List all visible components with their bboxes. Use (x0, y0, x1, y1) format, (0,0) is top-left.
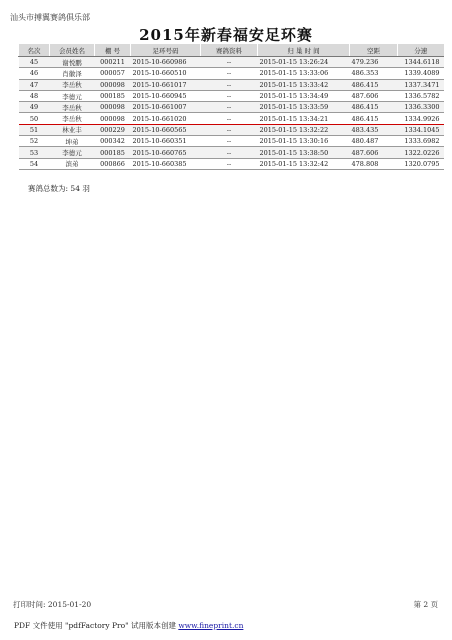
table-body (19, 57, 444, 170)
club-name: 汕头市搏翼赛鸽俱乐部 (10, 13, 90, 22)
table-header-row (19, 44, 444, 57)
cell-loft: 000185 (95, 147, 131, 158)
table-row (19, 124, 444, 135)
total-value: 54 (70, 184, 80, 193)
cell-name: 李德元 (50, 90, 95, 101)
cell-rank: 46 (19, 68, 50, 79)
cell-loft: 000342 (95, 136, 131, 147)
cell-speed: 1337.3471 (398, 79, 444, 90)
cell-distance: 487.606 (350, 147, 398, 158)
cell-ring: 2015-10-660565 (131, 124, 201, 135)
cell-info: -- (201, 136, 258, 147)
table-row (19, 136, 444, 147)
cell-speed: 1336.3300 (398, 102, 444, 113)
cell-ring: 2015-10-660765 (131, 147, 201, 158)
table-row (19, 158, 444, 169)
cell-ring: 2015-10-660351 (131, 136, 201, 147)
cell-time: 2015-01-15 13:26:24 (258, 57, 350, 68)
cell-loft: 000098 (95, 113, 131, 124)
total-count (28, 183, 90, 194)
cell-info: -- (201, 124, 258, 135)
table-row (19, 147, 444, 158)
cell-name: 李德元 (50, 147, 95, 158)
cell-rank: 54 (19, 158, 50, 169)
cell-rank: 53 (19, 147, 50, 158)
cell-info: -- (201, 90, 258, 101)
cell-name: 李岳秋 (50, 113, 95, 124)
cell-ring: 2015-10-660945 (131, 90, 201, 101)
cell-distance: 480.487 (350, 136, 398, 147)
pdf-watermark (14, 620, 243, 631)
cell-info: -- (201, 113, 258, 124)
cell-loft: 000185 (95, 90, 131, 101)
cell-speed: 1344.6118 (398, 57, 444, 68)
column-header-time: 归 巢 时 间 (258, 44, 350, 57)
column-header-name: 会员姓名 (50, 44, 95, 57)
cell-loft: 000057 (95, 68, 131, 79)
cell-speed: 1322.0226 (398, 147, 444, 158)
cell-loft: 000098 (95, 79, 131, 90)
cell-name: 谢悦鹏 (50, 57, 95, 68)
cell-info: -- (201, 158, 258, 169)
cell-distance: 483.435 (350, 124, 398, 135)
table-row (19, 113, 444, 124)
total-label: 赛鸽总数为: (28, 184, 69, 193)
cell-distance: 487.606 (350, 90, 398, 101)
cell-ring: 2015-10-661017 (131, 79, 201, 90)
cell-time: 2015-01-15 13:38:50 (258, 147, 350, 158)
column-header-loft: 棚 号 (95, 44, 131, 57)
total-unit: 羽 (82, 184, 90, 193)
table-row (19, 68, 444, 79)
cell-rank: 51 (19, 124, 50, 135)
cell-speed: 1336.5782 (398, 90, 444, 101)
cell-rank: 50 (19, 113, 50, 124)
column-header-distance: 空距 (350, 44, 398, 57)
watermark-text: PDF 文件使用 "pdfFactory Pro" 试用版本创建 (14, 621, 179, 630)
cell-info: -- (201, 102, 258, 113)
table-row (19, 90, 444, 101)
results-table (18, 44, 444, 170)
cell-rank: 52 (19, 136, 50, 147)
cell-distance: 478.808 (350, 158, 398, 169)
cell-ring: 2015-10-660385 (131, 158, 201, 169)
cell-distance: 486.415 (350, 113, 398, 124)
cell-distance: 486.353 (350, 68, 398, 79)
cell-name: 林业丰 (50, 124, 95, 135)
cell-speed: 1339.4089 (398, 68, 444, 79)
table-row (19, 102, 444, 113)
cell-speed: 1334.9926 (398, 113, 444, 124)
cell-loft: 000229 (95, 124, 131, 135)
cell-time: 2015-01-15 13:30:16 (258, 136, 350, 147)
column-header-ring: 足环号码 (131, 44, 201, 57)
cell-rank: 47 (19, 79, 50, 90)
cell-ring: 2015-10-661007 (131, 102, 201, 113)
cell-name: 李岳秋 (50, 79, 95, 90)
cell-distance: 486.415 (350, 79, 398, 90)
cell-info: -- (201, 79, 258, 90)
column-header-rank: 名次 (19, 44, 50, 57)
table-row (19, 57, 444, 68)
cell-distance: 479.236 (350, 57, 398, 68)
cell-rank: 45 (19, 57, 50, 68)
cell-ring: 2015-10-661020 (131, 113, 201, 124)
cell-time: 2015-01-15 13:33:42 (258, 79, 350, 90)
cell-speed: 1320.0795 (398, 158, 444, 169)
cell-speed: 1334.1045 (398, 124, 444, 135)
cell-rank: 48 (19, 90, 50, 101)
cell-ring: 2015-10-660510 (131, 68, 201, 79)
print-time: 打印时间: 2015-01-20 (13, 600, 92, 609)
cell-name: 肖徽泽 (50, 68, 95, 79)
cell-distance: 486.415 (350, 102, 398, 113)
cell-info: -- (201, 147, 258, 158)
cell-loft: 000211 (95, 57, 131, 68)
column-header-info: 赛鸽资料 (201, 44, 258, 57)
page-title: 2015年新春福安足环赛 (139, 26, 313, 44)
table-row (19, 79, 444, 90)
cell-loft: 000866 (95, 158, 131, 169)
watermark-link[interactable]: www.fineprint.cn (178, 621, 244, 630)
cell-time: 2015-01-15 13:34:49 (258, 90, 350, 101)
column-header-speed: 分速 (398, 44, 444, 57)
cell-time: 2015-01-15 13:32:22 (258, 124, 350, 135)
cell-rank: 49 (19, 102, 50, 113)
cell-time: 2015-01-15 13:33:06 (258, 68, 350, 79)
cell-time: 2015-01-15 13:34:21 (258, 113, 350, 124)
cell-info: -- (201, 57, 258, 68)
cell-speed: 1333.6982 (398, 136, 444, 147)
cell-name: 坤弟 (50, 136, 95, 147)
cell-time: 2015-01-15 13:32:42 (258, 158, 350, 169)
cell-time: 2015-01-15 13:33:59 (258, 102, 350, 113)
cell-loft: 000098 (95, 102, 131, 113)
page-number: 第 2 页 (413, 600, 438, 609)
cell-ring: 2015-10-660986 (131, 57, 201, 68)
cell-name: 滨弟 (50, 158, 95, 169)
cell-name: 李岳秋 (50, 102, 95, 113)
cell-info: -- (201, 68, 258, 79)
